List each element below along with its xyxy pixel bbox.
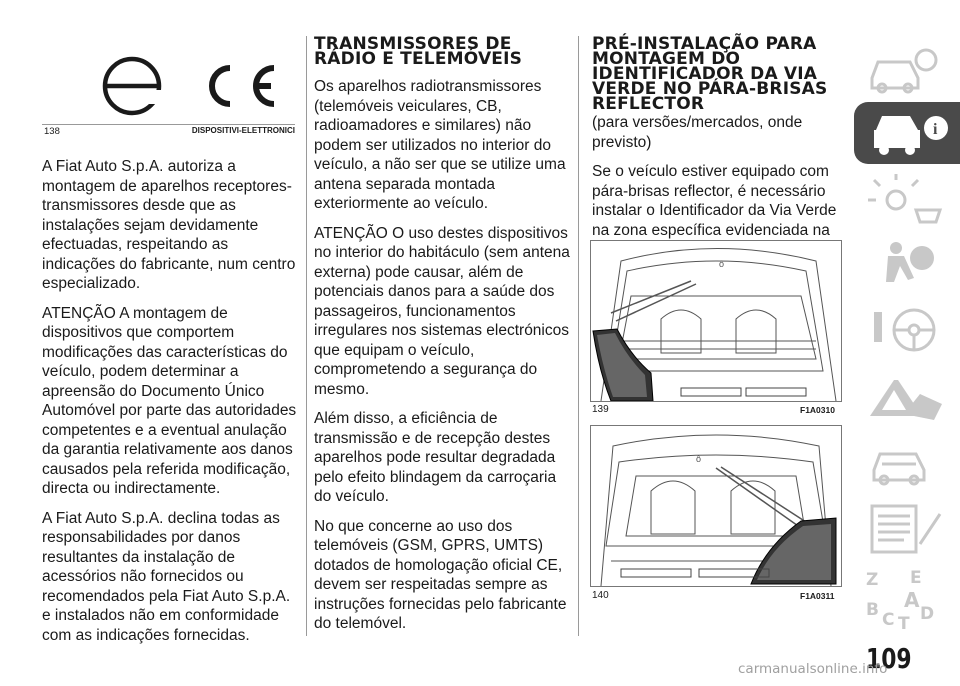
index-letter: E [910,568,922,588]
paragraph: ATENÇÃO A montagem de dispositivos que comportem modificações das características do veículo, podem determinar a apreensão do Documento Único Automóvel por parte das autoridades competentes e a eventual anulação da garantia relativamente aos danos causados pela referida modificação, directa ou indirectamente. [42,304,297,497]
figure-number: 140 [592,590,609,601]
column-3 [592,34,844,270]
e-mark-icon [105,59,162,113]
figure-number: 139 [592,404,609,415]
heading-line: TRANSMISSORES DE [314,34,512,54]
section-title: DISPOSITIVI-ELETTRONICI [191,126,295,135]
paragraph: ATENÇÃO O uso destes dispositivos no interior do habitáculo (sem antena externa) pode causar, além de potenciais danos para a saúde dos passageiros, funcionamentos irregulares nos sistemas electrónicos que equipam o veículo, comprometendo a segurança do mesmo. [314,224,570,398]
column-divider [578,36,579,636]
tab-lights[interactable] [854,166,960,228]
paragraph: A Fiat Auto S.p.A. autoriza a montagem de aparelhos receptores-transmissores desde que as instalações sejam devidamente efectuadas, respeitando as indicações do fabricante, num centro especializado. [42,158,296,292]
index-letter: A [904,588,920,612]
paragraph: No que concerne ao uso dos telemóveis (GSM, GPRS, UMTS) dotados de homologação oficial CE, devem ser respeitadas sempre as instruções fornecidas pelo fabricante do telemóvel. [314,517,567,632]
index-letters [854,566,960,636]
watermark: carmanualsonline.info [738,661,888,677]
paragraph: Se o veículo estiver equipado com pára-brisas reflector, é necessário instalar o Identificador da Via Verde na zona específica evidenciada na [592,163,837,239]
car-dashboard-icon [864,40,948,96]
running-header [42,126,295,140]
paragraph: Os aparelhos radiotransmissores (telemóveis veiculares, CB, radioamadores e similares) não podem ser utilizados no interior do veículo, a não ser que se utilize uma antena separada montada exteriormente ao veículo. [314,78,566,212]
index-letter: B [866,600,879,620]
heading-line: PRÉ-INSTALAÇÃO PARA [592,34,817,54]
heading-line: IDENTIFICADOR DA VIA [592,64,818,84]
page-number: 109 [866,642,912,675]
page-left-number: 138 [44,126,60,137]
tab-specifications[interactable] [854,496,960,558]
tab-car-service[interactable] [854,430,960,492]
column-divider [306,36,307,636]
tab-steering-wheel[interactable] [854,298,960,360]
column-2 [314,34,570,644]
ce-mark-icon [212,68,274,104]
lights-icon [864,170,948,226]
heading-line: REFLECTOR [592,94,705,114]
svg-text:i: i [933,121,938,138]
section-heading [592,34,844,114]
specifications-icon [864,500,948,556]
marking-symbols [42,34,295,124]
figure-140 [590,425,842,587]
section-heading [314,34,570,69]
figure-139 [590,240,842,402]
column-1-text [42,157,297,655]
symbols-area [42,34,295,124]
index-letter: T [898,614,910,634]
header-rule [42,124,295,125]
svg-text:ô: ô [696,454,702,464]
heading-line: VERDE NO PÁRA-BRISAS [592,79,828,99]
steering-wheel-icon [864,302,948,358]
index-letter: D [920,604,935,624]
svg-text:ô: ô [719,259,725,269]
paragraph: Além disso, a eficiência de transmissão e de recepção destes aparelhos pode resultar degradada pelo efeito blindagem da carroçaria do veículo. [314,410,557,505]
tab-car-dashboard[interactable] [854,36,960,98]
heading-line: MONTAGEM DO [592,49,741,69]
warning-road-icon [864,368,948,424]
subtitle: (para versões/mercados, onde previsto) [592,114,803,151]
car-info-icon [864,106,948,162]
index-letter: C [882,610,895,630]
car-service-icon [864,434,948,490]
airbag-icon [864,236,948,292]
tab-airbag[interactable] [854,232,960,294]
index-letter: Z [866,570,879,590]
figure-code: F1A0311 [800,591,835,601]
column-2-text [314,77,570,634]
rear-windshield-illustration [591,426,841,586]
dotted-area-marker [593,329,653,401]
rear-windshield-illustration [591,241,841,401]
column-3-text [592,113,844,260]
tab-car-info[interactable] [854,102,960,164]
figure-code: F1A0310 [800,405,835,415]
dotted-area-marker [751,518,836,584]
tab-index[interactable] [854,566,960,636]
tab-warning-road[interactable] [854,364,960,426]
paragraph: A Fiat Auto S.p.A. declina todas as responsabilidades por danos resultantes da instalação de acessórios não fornecidos ou recomendados pela Fiat Auto S.p.A. e instalados não em conformidade com as indicações fornecidas. [42,509,291,644]
heading-line: RÁDIO E TELEMÓVEIS [314,49,523,69]
